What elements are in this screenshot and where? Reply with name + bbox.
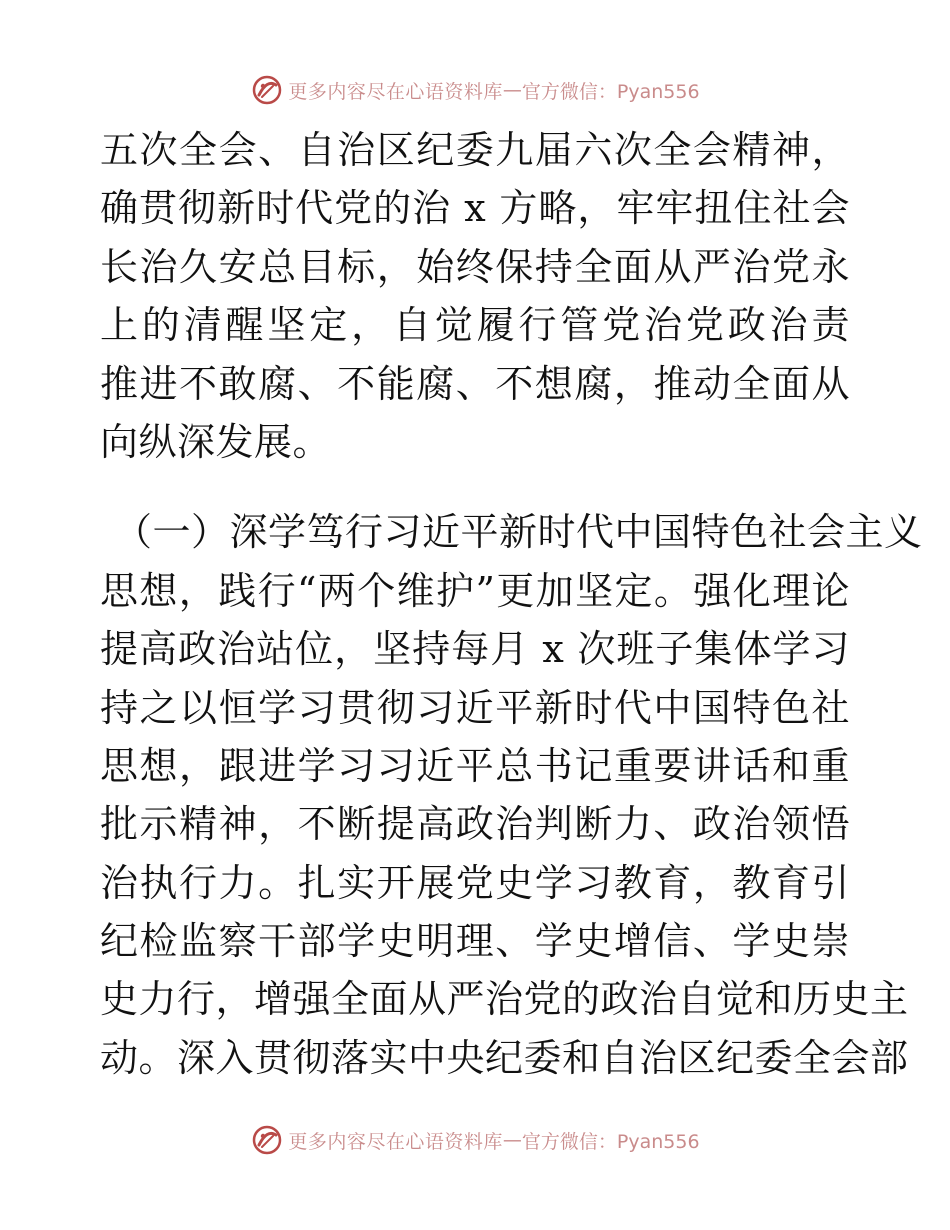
text-line: 思想，跟进学习习近平总书记重要讲话和重 bbox=[100, 743, 850, 788]
watermark-text: 更多内容尽在心语资料库 bbox=[288, 1130, 503, 1153]
text-line: 推进不敢腐、不能腐、不想腐，推动全面从 bbox=[100, 361, 850, 406]
text-line: 批示精神，不断提高政治判断力、政治领悟 bbox=[100, 802, 850, 847]
text-line: 提高政治站位，坚持每月 x 次班子集体学习 bbox=[100, 627, 850, 672]
watermark-text: 更多内容尽在心语资料库 bbox=[288, 80, 503, 103]
watermark-contact: 官方微信：Pyan556 bbox=[521, 80, 700, 103]
brand-logo-icon bbox=[250, 73, 284, 107]
footer-watermark bbox=[0, 1120, 950, 1160]
section-paragraph bbox=[100, 503, 923, 1087]
watermark-separator: — bbox=[502, 1129, 522, 1151]
brand-logo-icon bbox=[250, 1123, 284, 1157]
text-line: 思想，践行“两个维护”更加坚定。强化理论 bbox=[100, 568, 850, 613]
text-line: 史力行，增强全面从严治党的政治自觉和历史主 bbox=[100, 977, 909, 1022]
text-line: 治执行力。扎实开展党史学习教育，教育引 bbox=[100, 860, 850, 905]
text-line: 向纵深发展。 bbox=[100, 419, 332, 464]
text-line: 上的清醒坚定，自觉履行管党治党政治责 bbox=[100, 303, 850, 348]
text-line: 纪检监察干部学史明理、学史增信、学史崇 bbox=[100, 919, 850, 964]
text-line: 确贯彻新时代党的治 x 方略，牢牢扭住社会 bbox=[100, 186, 850, 231]
section-heading-line: （一）深学笃行习近平新时代中国特色社会主义 bbox=[114, 510, 923, 555]
document-body bbox=[100, 121, 923, 1087]
text-line: 持之以恒学习贯彻习近平新时代中国特色社 bbox=[100, 685, 850, 730]
header-watermark bbox=[0, 70, 950, 110]
paragraph bbox=[100, 121, 850, 471]
text-line: 五次全会、自治区纪委九届六次全会精神， bbox=[100, 128, 850, 172]
text-line: 动。深入贯彻落实中央纪委和自治区纪委全会部 bbox=[100, 1035, 909, 1080]
watermark-separator: — bbox=[502, 79, 522, 101]
text-line: 长治久安总目标，始终保持全面从严治党永 bbox=[100, 244, 850, 289]
paragraph-spacer bbox=[100, 471, 850, 503]
watermark-contact: 官方微信：Pyan556 bbox=[521, 1130, 700, 1153]
